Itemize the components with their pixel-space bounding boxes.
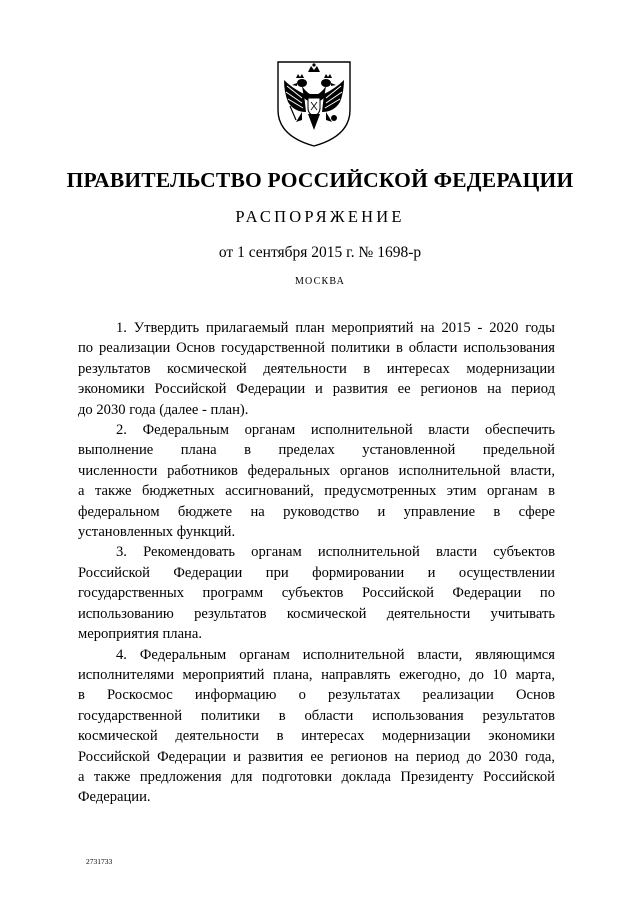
- paragraph-line: до 2030 года (далее - план).: [78, 401, 249, 418]
- document-date-number: от 1 сентября 2015 г. № 1698-р: [218, 244, 422, 261]
- paragraph-line: использованию результатов космической деятельности учитывать: [78, 605, 555, 622]
- double-headed-eagle-icon: [272, 58, 356, 148]
- paragraph-line: результатов космической деятельности в интересах модернизации: [78, 360, 555, 377]
- paragraph-line: исполнителями мероприятий плана, направлять ежегодно, до 10 марта,: [78, 666, 555, 683]
- paragraph-line: Федерации.: [78, 789, 151, 806]
- paragraph-line: экономики Российской Федерации и развития ее регионов на период: [78, 381, 555, 398]
- document-body: [78, 318, 555, 808]
- paragraph-line: а также предложения для подготовки доклада Президенту Российской: [78, 768, 555, 785]
- paragraph-line: а также бюджетных ассигнований, предусмотренных этим органам в: [78, 483, 555, 500]
- paragraph-line: космической деятельности в интересах модернизации экономики: [78, 728, 555, 745]
- paragraph-3: [78, 542, 555, 644]
- paragraph-line: Российской Федерации при формировании и осуществлении: [78, 564, 555, 581]
- paragraph-line: 2. Федеральным органам исполнительной власти обеспечить: [116, 422, 555, 439]
- government-title: ПРАВИТЕЛЬСТВО РОССИЙСКОЙ ФЕДЕРАЦИИ: [66, 168, 574, 192]
- paragraph-line: федеральном бюджете на руководство и управление в сфере: [78, 503, 555, 520]
- paragraph-line: выполнение плана в пределах установленной предельной: [78, 442, 555, 459]
- paragraph-line: мероприятия плана.: [78, 626, 202, 643]
- paragraph-2: [78, 420, 555, 542]
- coat-of-arms-emblem: [272, 58, 356, 148]
- paragraph-line: численности работников федеральных органов исполнительной власти,: [78, 462, 555, 479]
- paragraph-line: в Роскосмос информацию о результатах реализации Основ: [78, 687, 555, 704]
- paragraph-4: [78, 645, 555, 808]
- paragraph-line: 4. Федеральным органам исполнительной власти, являющимся: [116, 646, 555, 663]
- paragraph-line: 3. Рекомендовать органам исполнительной власти субъектов: [116, 544, 555, 561]
- paragraph-line: государственной политики в области использования результатов: [78, 707, 555, 724]
- document-code: 2731733: [86, 857, 113, 866]
- document-type: РАСПОРЯЖЕНИЕ: [235, 207, 405, 226]
- paragraph-line: государственных программ субъектов Российской Федерации по: [78, 585, 555, 602]
- paragraph-line: установленных функций.: [78, 524, 236, 541]
- document-city: МОСКВА: [294, 276, 346, 287]
- paragraph-line: Российской Федерации и развития ее регионов на период до 2030 года,: [78, 748, 555, 765]
- paragraph-1: [78, 318, 555, 420]
- paragraph-line: 1. Утвердить прилагаемый план мероприятий на 2015 - 2020 годы: [116, 320, 555, 336]
- paragraph-line: по реализации Основ государственной политики в области использования: [78, 340, 555, 357]
